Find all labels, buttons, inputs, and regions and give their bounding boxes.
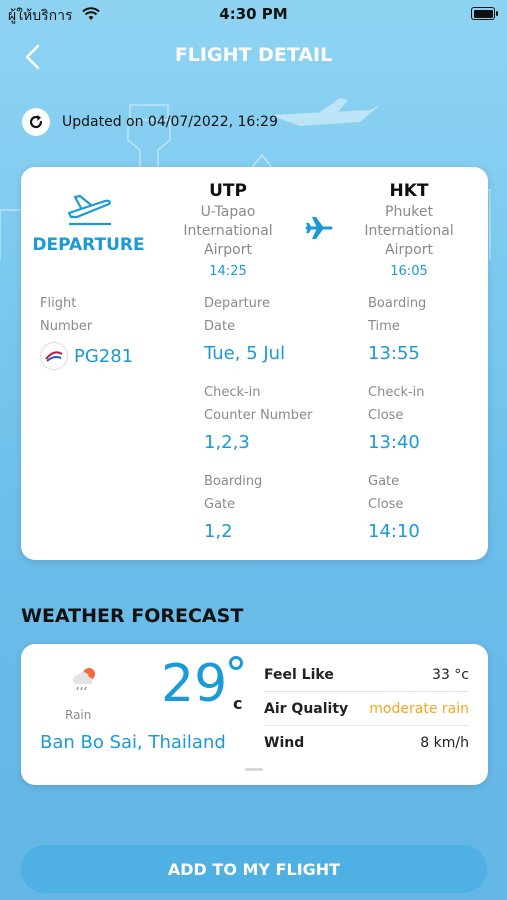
gate-close-field — [368, 470, 498, 542]
detail-value: 33 °c — [432, 666, 469, 683]
origin-airport — [173, 181, 283, 279]
origin-time: 14:25 — [209, 264, 247, 279]
field-label: Boarding — [368, 296, 427, 311]
nav-bar — [0, 36, 507, 76]
field-label: Close — [368, 497, 404, 512]
weather-location: Ban Bo Sai, Thailand — [40, 732, 226, 753]
feel-like-row — [264, 658, 469, 692]
rain-cloud-icon — [69, 664, 99, 698]
detail-value: 8 km/h — [420, 735, 469, 751]
field-label: Boarding — [204, 474, 263, 489]
weather-condition: Rain — [65, 708, 92, 722]
field-value: Tue, 5 Jul — [204, 343, 286, 364]
drag-handle[interactable] — [245, 768, 263, 771]
departure-plane-icon — [65, 193, 113, 231]
origin-name-line: Airport — [204, 242, 252, 258]
field-value: 13:55 — [368, 343, 420, 364]
carrier-label: ผู้ให้บริการ — [8, 8, 73, 24]
boarding-time-field — [368, 292, 498, 364]
page-title: FLIGHT DETAIL — [174, 44, 333, 66]
field-label: Date — [204, 319, 236, 334]
field-value: 1,2 — [204, 521, 233, 542]
field-value: 13:40 — [368, 432, 420, 453]
status-bar — [0, 0, 507, 30]
temperature-value: 29 — [161, 654, 228, 714]
checkin-counter-field — [204, 381, 334, 453]
last-updated — [22, 107, 278, 137]
refresh-button[interactable] — [22, 108, 50, 136]
field-label: Departure — [204, 296, 270, 311]
destination-time: 16:05 — [390, 264, 428, 279]
airline-logo — [40, 342, 68, 370]
temperature-unit: c — [233, 694, 243, 713]
boarding-gate-field — [204, 470, 334, 542]
detail-label: Air Quality — [264, 700, 349, 717]
departure-date-field — [204, 292, 334, 364]
destination-name-line: International — [364, 223, 454, 239]
status-time: 4:30 PM — [219, 5, 288, 23]
destination-name-line: Airport — [385, 242, 433, 258]
destination-name-line: Phuket — [385, 204, 433, 220]
airplane-icon — [305, 215, 333, 245]
destination-airport — [354, 181, 464, 279]
detail-label: Wind — [264, 735, 305, 751]
field-value: 14:10 — [368, 521, 420, 542]
weather-section-title: WEATHER FORECAST — [21, 605, 244, 627]
wind-row — [264, 726, 469, 760]
origin-name-line: International — [183, 223, 273, 239]
field-label: Gate — [368, 474, 400, 489]
field-label: Check-in — [368, 385, 425, 400]
destination-code: HKT — [389, 181, 429, 201]
flight-number-field — [40, 292, 170, 370]
field-value: 1,2,3 — [204, 432, 250, 453]
origin-name-line: U-Tapao — [200, 204, 256, 220]
field-label: Flight — [40, 296, 77, 311]
field-label: Close — [368, 408, 404, 423]
degree-symbol — [229, 656, 243, 670]
add-to-my-flight-button[interactable]: ADD TO MY FLIGHT — [21, 845, 487, 893]
flight-detail-card — [21, 167, 488, 560]
refresh-icon — [27, 113, 45, 131]
battery-icon — [471, 7, 495, 20]
air-quality-row — [264, 692, 469, 726]
field-label: Number — [40, 319, 93, 334]
detail-value: moderate rain — [369, 700, 469, 717]
field-value: PG281 — [74, 345, 134, 367]
field-label: Time — [368, 319, 400, 334]
weather-card — [21, 644, 488, 785]
detail-label: Feel Like — [264, 666, 334, 683]
field-label: Counter Number — [204, 408, 313, 423]
updated-text: Updated on 04/07/2022, 16:29 — [62, 114, 278, 130]
origin-code: UTP — [209, 181, 247, 201]
field-label: Check-in — [204, 385, 261, 400]
direction-label: DEPARTURE — [32, 235, 145, 255]
field-label: Gate — [204, 497, 236, 512]
checkin-close-field — [368, 381, 498, 453]
